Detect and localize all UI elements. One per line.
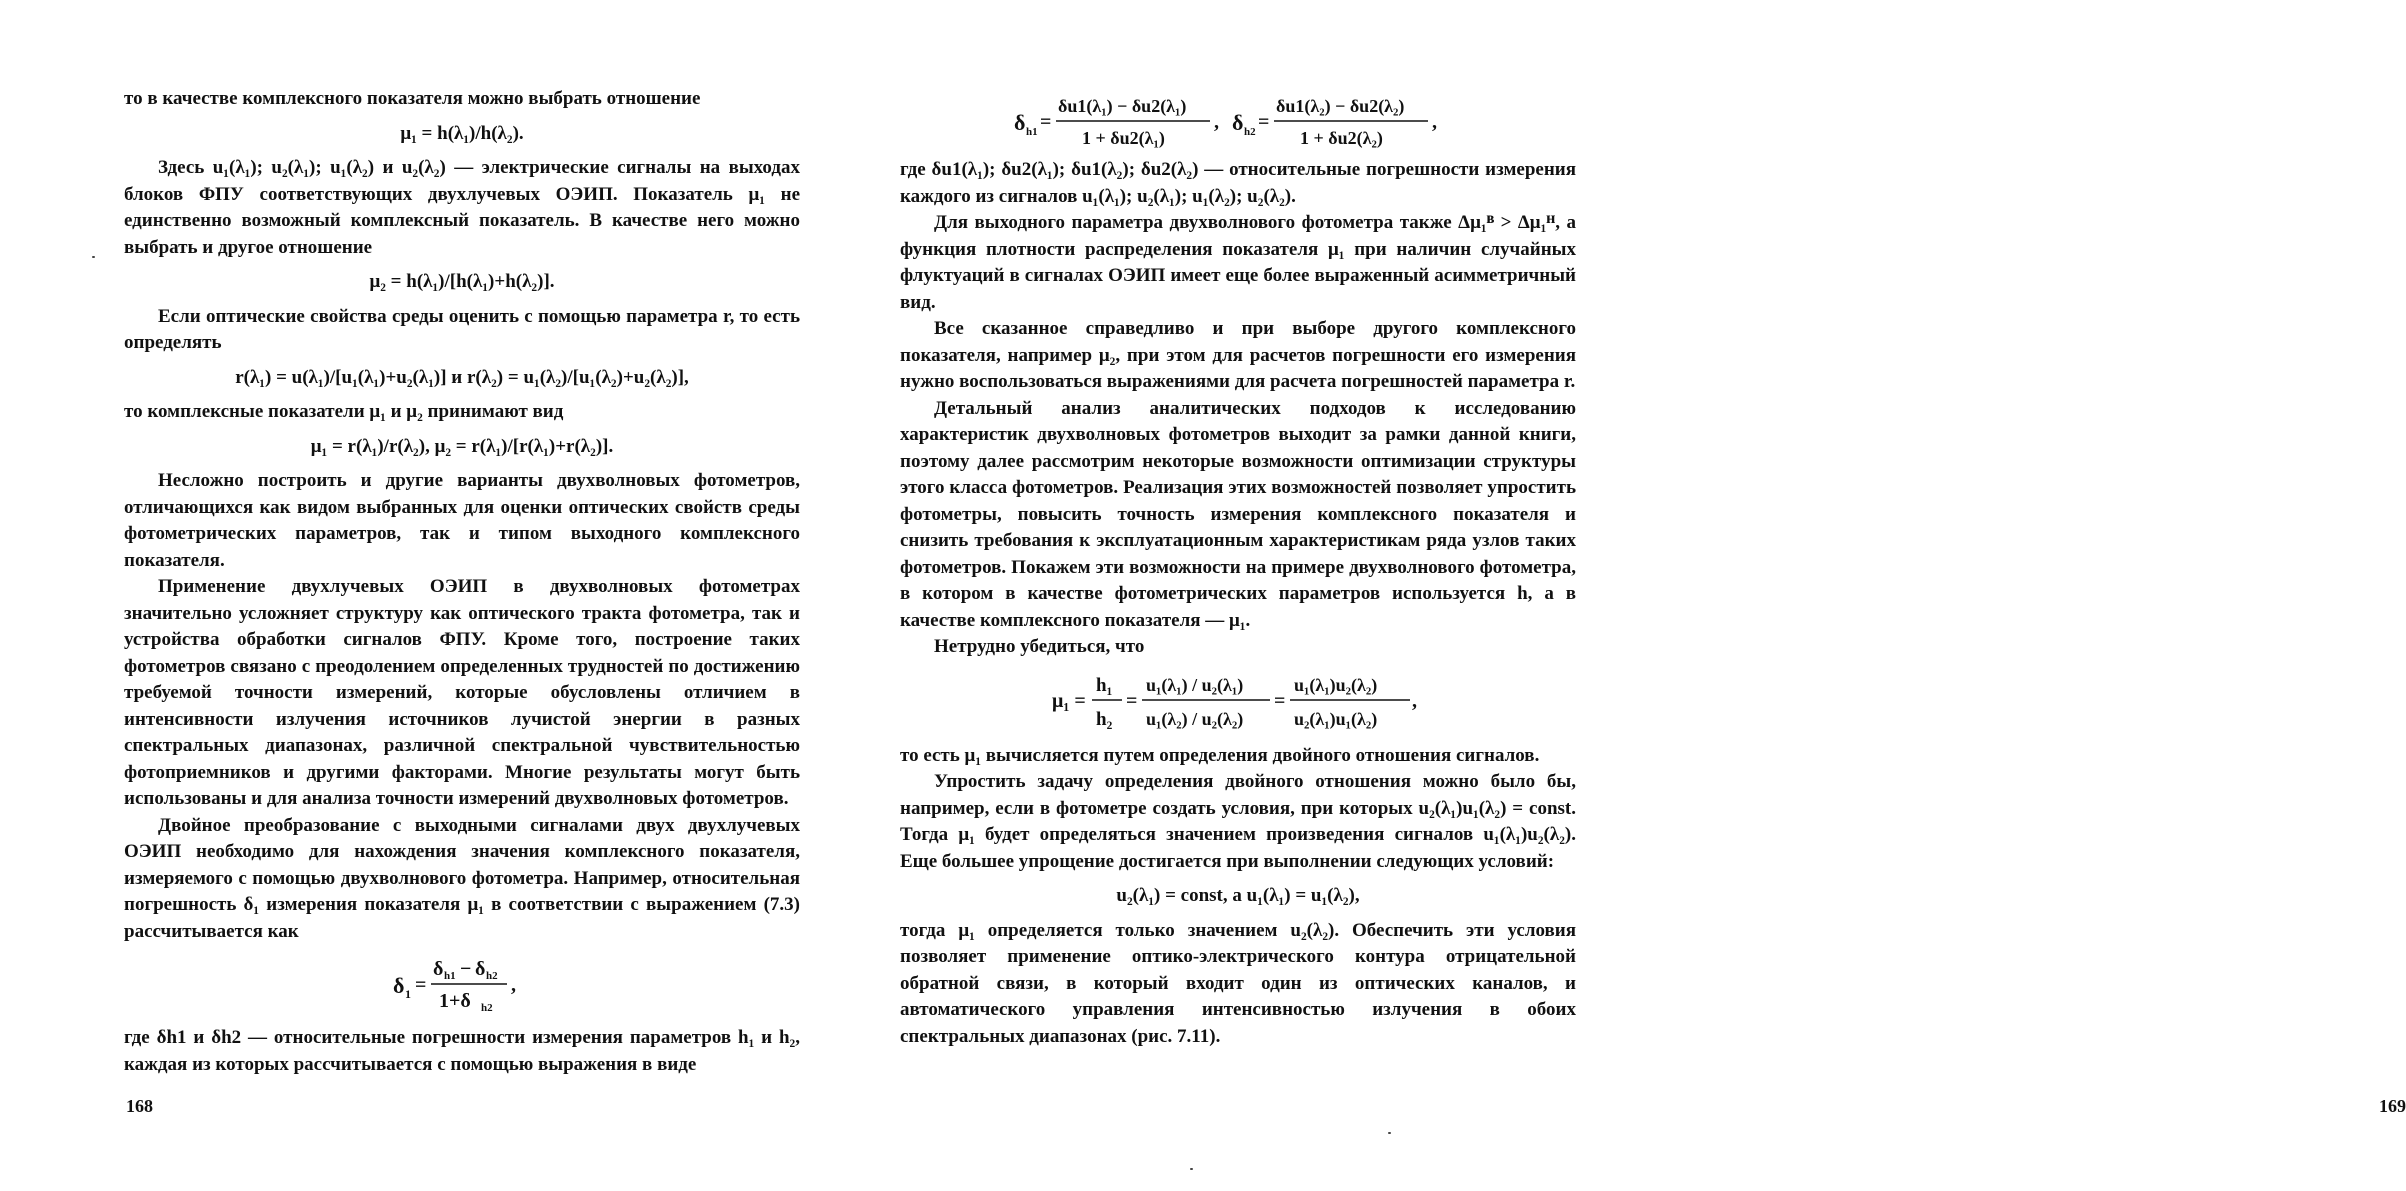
formula-delta-h1-den: 1 + δu2(λ₁) [1082,128,1165,148]
formula-mu1-eq1: = [1126,689,1138,712]
formula-mu1-f1-num: h₁ [1096,674,1113,696]
formula-mu1-tail: , [1412,689,1417,712]
page-number-left: 168 [126,1096,153,1116]
svg-text:=: = [1258,111,1270,133]
formula-delta1-minus: − [460,958,472,980]
formula-mu1-f3-den: u₂(λ₁)u₁(λ₂) [1294,708,1378,729]
formula-delta-h-tail: , [1432,111,1437,133]
left-page [0,0,830,1191]
formula-delta-h1-lhs-sub: h1 [1026,126,1038,138]
paragraph-then: то комплексные показатели μ₁ и μ₂ принимают вид [124,401,564,422]
scan-speck [92,256,95,258]
equation-mu1: μ₁ = h(λ₁)/h(λ₂). [400,122,524,144]
formula-mu1-f3-num: u₁(λ₁)u₂(λ₂) [1294,674,1378,695]
right-text-column [900,157,1576,1050]
formula-delta1-num-a-sub: h1 [444,970,456,982]
formula-delta1-den: 1+δ [439,990,471,1012]
paragraph-apply: Применение двухлучевых ОЭИП в двухволновых фотометрах значительно усложняет структуру как оптического тракта фотометра, так и устройства обработки сигналов ФПУ. Кроме того, построение таких фотометров связано с преодолением определенных трудностей по достижению требуемой точности измерений, которые обусловлены отличием в интенсивности излучения источников лучистой энергии в разных спектральных диапазонах, различной спектральной чувствительностью фотоприемников и другими факторами. Многие результаты могут быть использованы и для анализа точности измерений двухволновых фотометров. [124,576,800,809]
paragraph-right-where: где δu1(λ₁); δu2(λ₁); δu1(λ₂); δu2(λ₂) — относительные погрешности измерения каждого из сигналов u₁(λ₁); u₂(λ₁); u₁(λ₂); u₂(λ₂). [900,159,1576,207]
paragraph-right-easy: Нетрудно убедиться, что [934,636,1145,657]
scan-speck [1190,1168,1193,1170]
equation-conditions: u₂(λ₁) = const, а u₁(λ₁) = u₁(λ₂), [1116,885,1360,906]
paragraph-double: Двойное преобразование с выходными сигналами двух двухлучевых ОЭИП необходимо для нахождения значения комплексного показателя, измеряемого с помощью двухволнового фотометра. Например, относительная погрешность δ₁ измерения показателя μ₁ в соответствии с выражением (7.3) рассчитывается как [124,814,800,942]
paragraph-where: где δh1 и δh2 — относительные погрешности измерения параметров h₁ и h₂, каждая из которых рассчитывается с помощью выражения в виде [124,1027,800,1075]
page-number-right: 169 [2379,1096,2406,1116]
equation-r: r(λ₁) = u(λ₁)/[u₁(λ₁)+u₂(λ₁)] и r(λ₂) = u₁(λ₂)/[u₁(λ₂)+u₂(λ₂)], [235,366,689,388]
formula-delta1-tail: , [511,974,516,996]
paragraph-simplify: Упростить задачу определения двойного отношения можно было бы, например, если в фотометре создать условия, при которых u₂(λ₁)u₁(λ₂) = const. Тогда μ₁ будет определяться значением произведения сигналов u₁(λ₁)u₂(λ₂). Еще большее упрощение достигается при выполнении следующих условий: [900,771,1576,872]
formula-delta1-num-b: δ [475,958,486,980]
formula-mu1-f1-den: h₂ [1096,708,1113,730]
formula-delta-h2-num: δu1(λ₂) − δu2(λ₂) [1276,96,1405,116]
equation-mu2: μ₂ = h(λ₁)/[h(λ₁)+h(λ₂)]. [369,271,555,292]
paragraph-detail: Детальный анализ аналитических подходов к исследованию характеристик двухволновых фотометров выходит за рамки данной книги, поэтому далее рассмотрим некоторые возможности оптимизации структуры этого класса фотометров. Реализация этих возможностей позволяет упростить фотометры, повысить точность измерения комплексного показателя и снизить требования к эксплуатационным характеристикам ряда узлов таких фотометров. Покажем эти возможности на примере двухволнового фотометра, в котором в качестве фотометрических параметров используется h, а в качестве комплексного показателя — μ₁. [900,397,1576,631]
paragraph-that: то есть μ₁ вычисляется путем определения двойного отношения сигналов. [900,744,1540,766]
formula-delta1-den-sub: h2 [481,1002,493,1014]
scan-speck [1388,1132,1391,1134]
formula-mu1-f2-num: u₁(λ₁) / u₂(λ₁) [1146,674,1244,695]
paragraph-if: Если оптические свойства среды оценить с помощью параметра r, то есть определять [124,305,800,353]
paragraph-easy: Несложно построить и другие варианты двухволновых фотометров, отличающихся как видом выбранных для оценки оптических свойств среды фотометрических параметров, так и типом выходного комплексного показателя. [124,470,800,571]
formula-delta-h1-lhs: δ [1014,110,1026,135]
svg-text:=: = [1040,111,1052,133]
svg-text:=: = [415,974,427,996]
left-line-1: то в качестве комплексного показателя можно выбрать отношение [124,88,701,109]
formula-delta1-lhs: δ [393,973,405,998]
paragraph-here: Здесь u₁(λ₁); u₂(λ₁); u₁(λ₂) и u₂(λ₂) — электрические сигналы на выходах блоков ФПУ соответствующих двухлучевых ОЭИП. Показатель μ₁ не единственно возможный комплексный показатель. В качестве него можно выбрать и другое отношение [124,157,800,258]
right-page [830,0,2406,1191]
formula-delta-h1-num: δu1(λ₁) − δu2(λ₁) [1058,96,1187,116]
formula-delta-h-sep: , [1214,111,1219,133]
paragraph-all: Все сказанное справедливо и при выборе другого комплексного показателя, например μ₂, при этом для расчетов погрешности его измерения нужно воспользоваться выражениями для расчета погрешностей параметра r. [900,318,1576,392]
formula-mu1-ratio [1048,669,1428,735]
formula-delta-h2-lhs: δ [1232,110,1244,135]
formula-mu1-eq2: = [1274,689,1286,712]
equation-mu-r: μ₁ = r(λ₁)/r(λ₂), μ₂ = r(λ₁)/[r(λ₁)+r(λ₂)]. [310,435,614,457]
formula-delta1-num-b-sub: h2 [486,970,498,982]
paragraph-output: Для выходного параметра двухволнового фотометра также Δμ₁ᴮ > Δμ₁ᴴ, а функция плотности распределения показателя μ₁ при наличин случайных флуктуаций в сигналах ОЭИП имеет еще более выраженный асимметричный вид. [900,212,1576,313]
formula-mu1-f2-den: u₁(λ₂) / u₂(λ₂) [1146,708,1244,729]
left-text-column [124,86,800,1078]
formula-delta1-num-a: δ [433,958,444,980]
formula-delta1 [387,953,537,1017]
formula-delta-h2-lhs-sub: h2 [1244,126,1256,138]
formula-mu1-lhs: μ₁ = [1052,689,1086,712]
paragraph-final: тогда μ₁ определяется только значением u₂(λ₂). Обеспечить эти условия позволяет применение оптико-электрического контура отрицательной обратной связи, в который входит один из оптических каналов, и автоматического управления интенсивностью излучения в обоих спектральных диапазонах (рис. 7.11). [900,919,1576,1047]
formula-delta-h2-den: 1 + δu2(λ₂) [1300,128,1383,148]
formula-delta1-lhs-sub: 1 [405,987,411,1001]
